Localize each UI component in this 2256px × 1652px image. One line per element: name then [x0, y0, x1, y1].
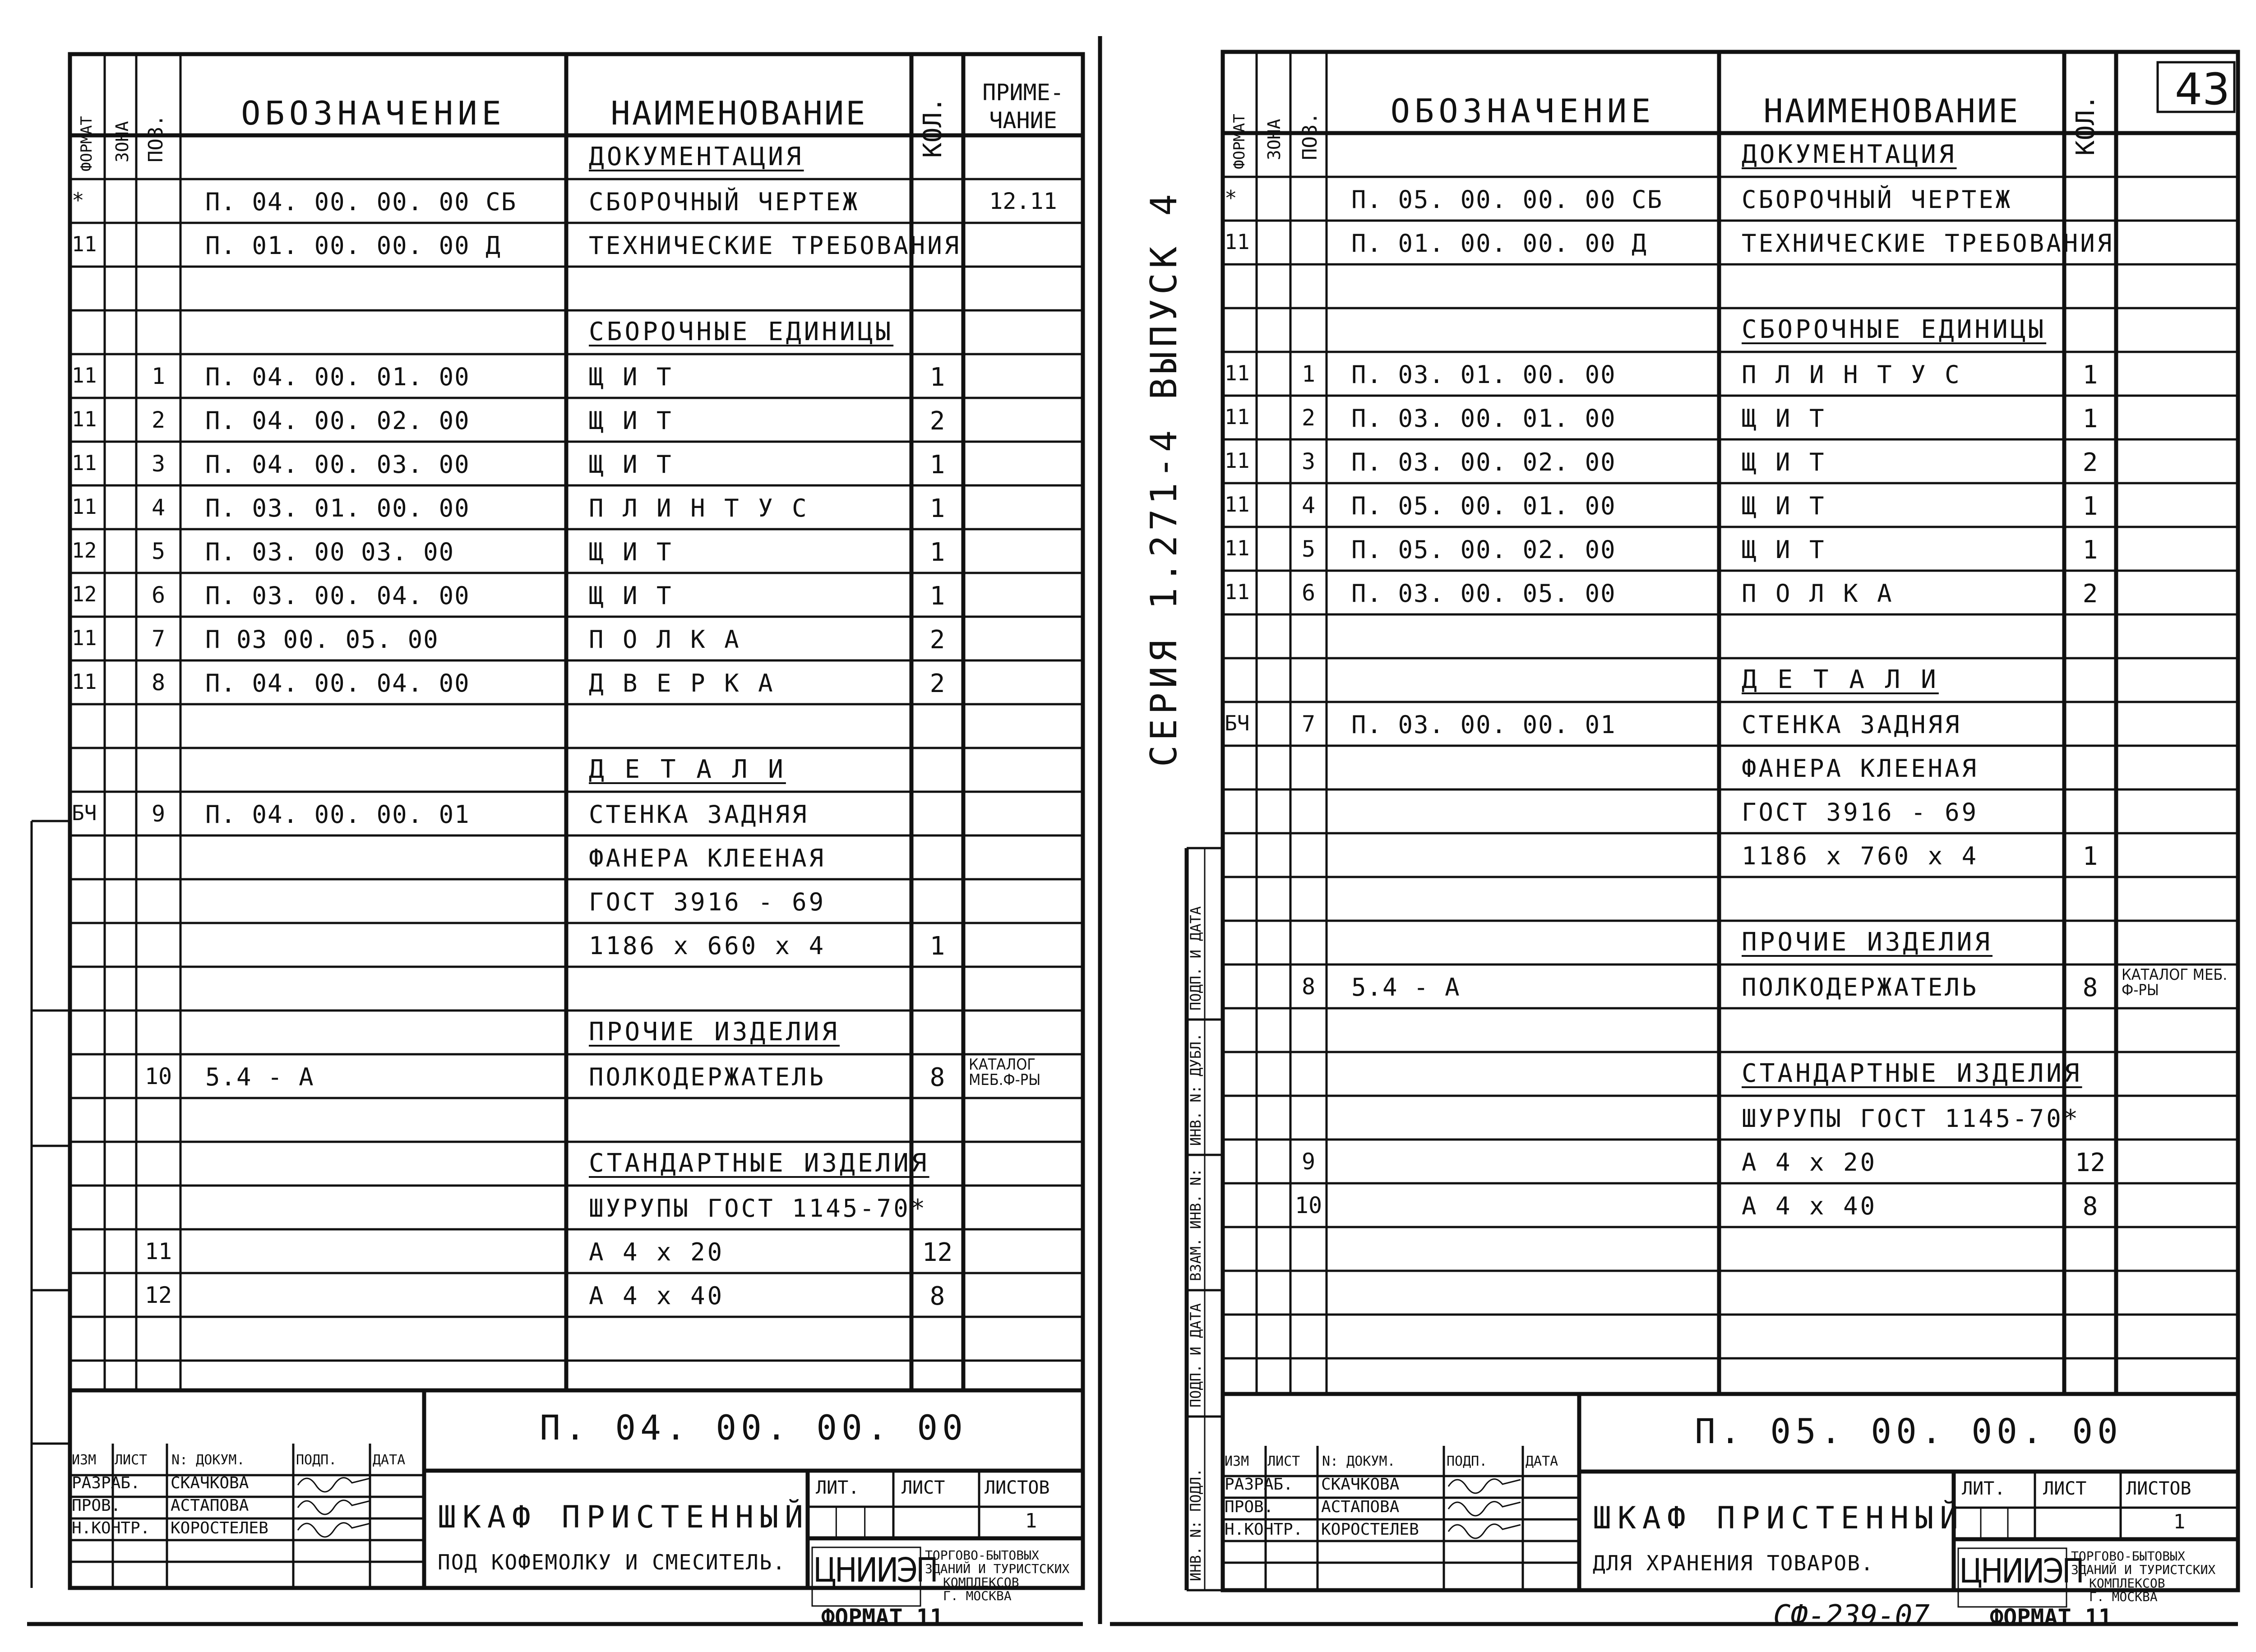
header-qty: КОЛ. [918, 97, 948, 158]
row-qty: 1 [929, 494, 945, 523]
row-format: 11 [1225, 580, 1250, 604]
row-name: ФАНЕРА КЛЕЕНАЯ [589, 844, 826, 872]
signature-mark [1448, 1502, 1521, 1516]
row-name: Щ И Т [1742, 404, 1826, 433]
row-name: ШУРУПЫ ГОСТ 1145-70* [589, 1194, 928, 1223]
section-heading: ДОКУМЕНТАЦИЯ [589, 142, 804, 171]
label-podp: ПОДП. [1447, 1454, 1488, 1469]
row-name: ТЕХНИЧЕСКИЕ ТРЕБОВАНИЯ [589, 231, 962, 260]
row-name: ШУРУПЫ ГОСТ 1145-70* [1742, 1104, 2080, 1133]
header-designation: ОБОЗНАЧЕНИЕ [241, 94, 506, 132]
row-qty: 1 [2082, 842, 2098, 871]
row-qty: 2 [929, 406, 945, 436]
document-code: П. 04. 00. 00. 00 [540, 1407, 967, 1448]
row-name: ПОЛКОДЕРЖАТЕЛЬ [1742, 973, 1979, 1001]
side-podp-data-2: ПОДП. И ДАТА [1187, 1303, 1204, 1407]
row-pos: 10 [144, 1063, 172, 1089]
row-qty: 1 [929, 932, 945, 961]
row-name: ПОЛКОДЕРЖАТЕЛЬ [589, 1063, 826, 1091]
label-date: ДАТА [1526, 1454, 1558, 1469]
row-designation: П. 04. 00. 02. 00 [205, 406, 470, 435]
title-line-2: ДЛЯ ХРАНЕНИЯ ТОВАРОВ. [1593, 1551, 1874, 1575]
row-designation: П. 03. 00 03. 00 [205, 538, 455, 566]
row-format: * [72, 188, 84, 212]
row-name: 1186 х 660 х 4 [589, 932, 826, 960]
label-razrab: РАЗРАБ. [1225, 1475, 1293, 1494]
label-list: ЛИСТ [115, 1452, 148, 1468]
row-designation: П. 05. 00. 02. 00 [1351, 535, 1616, 564]
row-qty: 12 [922, 1238, 953, 1267]
section-heading: СБОРОЧНЫЕ ЕДИНИЦЫ [589, 317, 894, 346]
section-heading: ПРОЧИЕ ИЗДЕЛИЯ [589, 1017, 840, 1047]
row-format: 12 [72, 582, 97, 606]
label-list: ЛИСТ [1267, 1454, 1300, 1469]
section-heading: СТАНДАРТНЫЕ ИЗДЕЛИЯ [589, 1149, 929, 1178]
signature-mark [298, 1478, 370, 1492]
signature-mark [1448, 1479, 1521, 1493]
footer-format-left: ФОРМАТ 11 [821, 1604, 943, 1630]
org-line-1: ТОРГОВО-БЫТОВЫХ [2071, 1549, 2185, 1564]
person-prov: АСТАПОВА [171, 1496, 249, 1515]
row-format: 11 [72, 669, 97, 694]
row-designation: П. 03. 01. 00. 00 [1351, 360, 1616, 389]
row-name: ГОСТ 3916 - 69 [1742, 798, 1979, 826]
row-pos: 4 [1301, 492, 1316, 518]
row-pos: 2 [1301, 405, 1316, 431]
row-name: СБОРОЧНЫЙ ЧЕРТЕЖ [1742, 185, 2013, 214]
label-doc-no: N: ДОКУМ. [1322, 1454, 1396, 1469]
document-code: П. 05. 00. 00. 00 [1695, 1411, 2122, 1451]
row-qty: 8 [2082, 1192, 2098, 1221]
row-name: Щ И Т [1742, 535, 1826, 564]
side-vzam-inv: ВЗАМ. ИНВ. N: [1187, 1168, 1204, 1281]
section-heading: Д Е Т А Л И [589, 755, 786, 784]
row-pos: 7 [1301, 711, 1316, 737]
person-nkontr: КОРОСТЕЛЕВ [171, 1519, 268, 1537]
row-designation: П. 05. 00. 00. 00 СБ [1351, 185, 1663, 214]
header-name: НАИМЕНОВАНИЕ [610, 94, 867, 132]
label-sheet: ЛИСТ [901, 1477, 945, 1498]
row-format: 11 [1225, 492, 1250, 517]
row-pos: 5 [1301, 536, 1316, 562]
header-format: ФОРМАТ [78, 116, 96, 171]
row-designation: 5.4 - А [1351, 973, 1461, 1001]
row-pos: 1 [1301, 361, 1316, 387]
org-line-4: Г. МОСКВА [943, 1588, 1012, 1603]
signature-mark [298, 1523, 370, 1537]
row-qty: 1 [2082, 535, 2098, 565]
label-sheets: ЛИСТОВ [985, 1477, 1050, 1498]
row-name: Щ И Т [589, 450, 674, 479]
row-pos: 8 [1301, 974, 1316, 1000]
row-format: 11 [1225, 361, 1250, 385]
org-line-1: ТОРГОВО-БЫТОВЫХ [925, 1548, 1039, 1563]
row-format: БЧ [72, 801, 97, 825]
section-heading: ПРОЧИЕ ИЗДЕЛИЯ [1742, 928, 1993, 957]
row-name: СБОРОЧНЫЙ ЧЕРТЕЖ [589, 188, 860, 216]
row-pos: 1 [151, 363, 166, 389]
row-designation: П 03 00. 05. 00 [205, 625, 439, 654]
org-line-3: КОМПЛЕКСОВ [2089, 1576, 2165, 1591]
sheets-count: 1 [1025, 1509, 1037, 1532]
row-qty: 8 [2082, 973, 2098, 1002]
row-pos: 3 [1301, 448, 1316, 475]
series-stamp: СЕРИЯ 1.271-4 ВЫПУСК 4 [1143, 189, 1185, 767]
label-doc-no: N: ДОКУМ. [171, 1452, 245, 1468]
row-pos: 9 [151, 801, 166, 827]
page-number: 43 [2175, 64, 2230, 115]
row-name: А 4 х 20 [1742, 1148, 1877, 1177]
org-line-3: КОМПЛЕКСОВ [943, 1575, 1019, 1590]
label-razrab: РАЗРАБ. [72, 1474, 140, 1492]
spec-sheet-right [1110, 0, 2256, 1652]
row-pos: 8 [151, 669, 166, 696]
institute-logo: ЦНИИЭП [1959, 1552, 2083, 1591]
row-format: 11 [1225, 405, 1250, 429]
sheets-count: 1 [2173, 1510, 2186, 1533]
section-heading: СБОРОЧНЫЕ ЕДИНИЦЫ [1742, 315, 2047, 344]
footer-code: СФ-239-07 [1773, 1599, 1930, 1633]
row-format: БЧ [1225, 711, 1250, 735]
label-izm: ИЗМ [72, 1452, 97, 1468]
row-name: А 4 х 20 [589, 1238, 725, 1266]
row-name: Щ И Т [589, 363, 674, 391]
row-pos: 10 [1294, 1192, 1322, 1218]
row-name: П О Л К А [1742, 579, 1894, 608]
label-izm: ИЗМ [1225, 1454, 1249, 1469]
footer-format-right: ФОРМАТ 11 [1990, 1604, 2112, 1630]
row-note: КАТАЛОГ МЕБ.Ф-РЫ [969, 1056, 1041, 1089]
row-format: 11 [72, 494, 97, 519]
row-qty: 12 [2075, 1148, 2106, 1177]
row-designation: П. 01. 00. 00. 00 Д [205, 231, 501, 260]
row-note: 12.11 [989, 188, 1057, 214]
row-pos: 9 [1301, 1149, 1316, 1175]
section-heading: Д Е Т А Л И [1742, 665, 1939, 694]
org-line-2: ЗДАНИЙ И ТУРИСТСКИХ [2071, 1562, 2216, 1577]
header-format: ФОРМАТ [1230, 114, 1248, 169]
row-designation: П. 01. 00. 00. 00 Д [1351, 229, 1647, 258]
row-designation: П. 04. 00. 00. 00 СБ [205, 188, 517, 216]
row-name: ГОСТ 3916 - 69 [589, 888, 826, 916]
side-podp-data-1: ПОДП. И ДАТА [1187, 906, 1204, 1011]
row-pos: 7 [151, 626, 166, 652]
row-pos: 11 [144, 1238, 172, 1264]
title-line-1: ШКАФ ПРИСТЕННЫЙ [438, 1500, 810, 1535]
row-note: КАТАЛОГ МЕБ. Ф-РЫ [2122, 966, 2228, 999]
row-pos: 12 [144, 1282, 172, 1308]
row-qty: 2 [929, 669, 945, 698]
row-name: А 4 х 40 [589, 1282, 725, 1310]
row-designation: П. 03. 01. 00. 00 [205, 494, 470, 522]
row-designation: П. 03. 00. 05. 00 [1351, 579, 1616, 608]
label-nkontr: Н.КОНТР. [72, 1519, 150, 1537]
side-inv-podl: ИНВ. N: ПОДЛ. [1187, 1468, 1204, 1581]
row-format: 11 [72, 232, 97, 256]
row-qty: 1 [929, 581, 945, 611]
person-nkontr: КОРОСТЕЛЕВ [1321, 1520, 1419, 1539]
row-name: ТЕХНИЧЕСКИЕ ТРЕБОВАНИЯ [1742, 229, 2114, 258]
row-pos: 6 [151, 582, 166, 608]
row-qty: 2 [2082, 579, 2098, 609]
row-name: П О Л К А [589, 625, 741, 654]
label-lit: ЛИТ. [1962, 1478, 2006, 1499]
label-sheet: ЛИСТ [2043, 1478, 2087, 1499]
row-name: Щ И Т [589, 581, 674, 610]
signature-mark [298, 1500, 370, 1514]
row-pos: 5 [151, 538, 166, 564]
label-prov: ПРОВ. [1225, 1498, 1274, 1516]
row-name: СТЕНКА ЗАДНЯЯ [1742, 711, 1962, 739]
org-line-2: ЗДАНИЙ И ТУРИСТСКИХ [925, 1561, 1070, 1576]
row-name: Щ И Т [589, 406, 674, 435]
row-name: Щ И Т [1742, 448, 1826, 476]
header-zone: ЗОНА [1264, 119, 1284, 160]
row-designation: П. 04. 00. 01. 00 [205, 363, 470, 391]
row-format: 11 [1225, 230, 1250, 254]
label-lit: ЛИТ. [816, 1477, 860, 1498]
row-designation: П. 05. 00. 01. 00 [1351, 492, 1616, 520]
row-name: 1186 х 760 х 4 [1742, 842, 1979, 870]
side-inv-dubl: ИНВ. N: ДУБЛ. [1187, 1033, 1204, 1146]
title-line-1: ШКАФ ПРИСТЕННЫЙ [1593, 1500, 1965, 1536]
header-pos: ПОЗ. [144, 115, 167, 162]
person-razrab: СКАЧКОВА [1321, 1475, 1400, 1494]
header-designation: ОБОЗНАЧЕНИЕ [1390, 92, 1655, 130]
row-designation: П. 03. 00. 01. 00 [1351, 404, 1616, 433]
row-format: 12 [72, 538, 97, 563]
org-line-4: Г. МОСКВА [2089, 1589, 2158, 1604]
header-qty: КОЛ. [2071, 95, 2100, 156]
row-format: 11 [72, 363, 97, 388]
row-name: ФАНЕРА КЛЕЕНАЯ [1742, 754, 1979, 783]
spec-sheet-left [0, 0, 1110, 1652]
row-name: Щ И Т [589, 538, 674, 566]
row-format: 11 [1225, 448, 1250, 473]
row-qty: 2 [929, 625, 945, 655]
row-name: Д В Е Р К А [589, 669, 775, 697]
row-name: А 4 х 40 [1742, 1192, 1877, 1220]
row-format: 11 [72, 407, 97, 431]
row-qty: 1 [929, 450, 945, 480]
row-pos: 6 [1301, 580, 1316, 606]
row-pos: 2 [151, 407, 166, 433]
row-pos: 4 [151, 494, 166, 521]
header-note-line2: ЧАНИЕ [989, 107, 1057, 134]
row-qty: 1 [2082, 404, 2098, 434]
institute-logo: ЦНИИЭП [813, 1551, 937, 1590]
header-pos: ПОЗ. [1299, 112, 1322, 160]
header-name: НАИМЕНОВАНИЕ [1763, 92, 2020, 130]
signature-mark [1448, 1524, 1521, 1538]
title-line-2: ПОД КОФЕМОЛКУ И СМЕСИТЕЛЬ. [438, 1550, 786, 1574]
person-razrab: СКАЧКОВА [171, 1474, 249, 1492]
row-designation: 5.4 - А [205, 1063, 314, 1091]
label-podp: ПОДП. [296, 1452, 337, 1468]
row-format: 11 [1225, 536, 1250, 560]
row-qty: 1 [2082, 492, 2098, 521]
row-qty: 1 [929, 538, 945, 567]
row-format: 11 [72, 626, 97, 650]
row-designation: П. 03. 00. 04. 00 [205, 581, 470, 610]
row-name: Щ И Т [1742, 492, 1826, 520]
section-heading: СТАНДАРТНЫЕ ИЗДЕЛИЯ [1742, 1059, 2082, 1088]
label-nkontr: Н.КОНТР. [1225, 1520, 1303, 1539]
row-name: П Л И Н Т У С [1742, 360, 1962, 389]
row-designation: П. 04. 00. 00. 01 [205, 800, 470, 829]
person-prov: АСТАПОВА [1321, 1498, 1400, 1516]
row-format: * [1225, 186, 1237, 210]
label-sheets: ЛИСТОВ [2126, 1478, 2191, 1499]
row-designation: П. 03. 00. 00. 01 [1351, 711, 1616, 739]
row-format: 11 [72, 451, 97, 475]
row-designation: П. 04. 00. 03. 00 [205, 450, 470, 479]
row-name: П Л И Н Т У С [589, 494, 809, 522]
row-pos: 3 [151, 451, 166, 477]
row-qty: 8 [929, 1063, 945, 1092]
row-qty: 1 [2082, 360, 2098, 390]
label-prov: ПРОВ. [72, 1496, 121, 1515]
label-date: ДАТА [373, 1452, 406, 1468]
section-heading: ДОКУМЕНТАЦИЯ [1742, 140, 1957, 169]
row-designation: П. 03. 00. 02. 00 [1351, 448, 1616, 476]
row-name: СТЕНКА ЗАДНЯЯ [589, 800, 809, 829]
header-zone: ЗОНА [112, 121, 132, 162]
row-qty: 1 [929, 363, 945, 392]
header-note-line1: ПРИМЕ- [982, 79, 1064, 106]
row-qty: 8 [929, 1282, 945, 1311]
row-qty: 2 [2082, 448, 2098, 477]
row-designation: П. 04. 00. 04. 00 [205, 669, 470, 697]
